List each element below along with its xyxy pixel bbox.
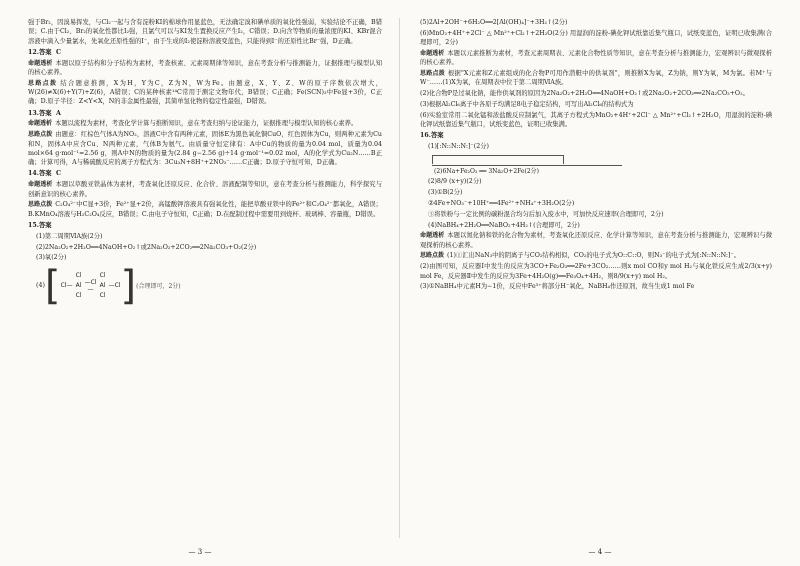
r-text9: (3)①NaBH₄中元素H为−1价，反应中Fe³⁺将部分H⁻氧化，NaBH₄作还原剂，故当生成1 mol Fe <box>420 283 695 291</box>
r-text8: (2)由图可知，反应器Ⅰ中发生的反应为3CO+Fe₂O₃══2Fe+3CO₂……则x mol CO和y mol H₂与氧化铁反应生成2/3(x+y) mol Fe，反应器Ⅱ中发生的反应为3Fe+4H₂O(g)══Fe₃O₄+4H₂，则8/9(x+y) mol H₂。 <box>420 263 772 280</box>
page-number-left: — 3 — <box>188 548 212 556</box>
left-bracket: [ <box>44 262 61 309</box>
q12-hint: 思路点拨 结合题意推测，X为H，Y为C，Z为N，W为Fe。由题意，X、Y、Z、W的原子序数依次增大，W(26)≠X(6)+Y(7)+Z(6)，A错误；C的某种核素¹⁴C常用于测定文物年代，B错误；C正确；Fe(SCN)₃中Fe显+3价，C正确；D.原子半径：Z<Y<X，N的非金属性最强，其简单氢化物的稳定性最强，D错误。 <box>28 79 382 106</box>
q16-answer: 16.答案 <box>420 132 444 140</box>
q16-part3: (2)8/9 (x+y)(2分) <box>428 178 482 186</box>
al2cl6-structure: (4) [ Cl Cl Cl— Al —Cl— Al —Cl Cl Cl ] (合理即可，2分) <box>36 262 181 309</box>
right-page <box>400 0 800 566</box>
q16-part4: (3)①B(2分) <box>428 189 463 197</box>
electron-transfer-diagram: (2)6Na+Fe₂O₃ ══ 3Na₂O+2Fe(2分) <box>430 153 630 175</box>
q15-part1: (1)第二周期ⅥA族(2分) <box>36 232 103 240</box>
q16-part7: (4)NaBH₄+2H₂O══NaBO₂+4H₂↑(合理即可，2分) <box>428 221 580 229</box>
q12-answer: 12.答案 C <box>28 48 61 56</box>
q16-part6: ③将铁粉与一定比例的碳粉混合均匀后加入废水中，可加快反应速率(合理即可，2分) <box>428 210 664 218</box>
transfer-bracket <box>432 155 564 164</box>
r-line5: (5)2Al+2OH⁻+6H₂O══2[Al(OH)₄]⁻+3H₂↑(2分) <box>420 19 568 26</box>
q13-analysis: 命题透析 本题以流程为素材，考查化学计算与推断知识，意在考查归纳与论证能力，证据推理与模型认知的核心素养。 <box>28 120 358 128</box>
q14-analysis: 命题透析 本题以草酸亚铁晶体为素材，考查氧化还原反应、化合价、溶液配制等知识，意在考查分析与推测能力，科学探究与创新意识的核心素养。 <box>28 181 382 198</box>
r-hint: 思路点拨 根据"X元素和Z元素组成的化合物P可用作潜艇中的供氧剂"，则推断X为氧，Z为钠，则Y为氧，M为氯。若M⁺与W⁻……(1)X为氧，在周期表中位于第二周期ⅥA族。 <box>420 69 772 87</box>
q16-part5: ②4Fe+NO₃⁻+10H⁺══4Fe²⁺+NH₄⁺+3H₂O(2分) <box>428 199 575 207</box>
q13-hint: 思路点拨 由题意：红棕色气体A为NO₂，溶液C中含有两种元素，固体E为黑色氧化铜CuO，红色固体为Cu，则两种元素为Cu和N，固体A中应含Cu、N两种元素，气体B为氨气。由质量守恒定律有：A中Cu的物质的量为0.04 mol，质量为0.04 mol×64 g·mol⁻¹=2.56 g，则A中N的物质的量为(2.84 g−2.56 g)÷14 g·mol⁻¹=0.02 mol，A的化学式为Cu₂N……B正确；计算可得，A与稀硫酸反应的离子方程式为：3Cu₃N+8H⁺+2NO₃⁻……C正确；D.原子守恒可知，D正确。 <box>28 131 382 167</box>
q15-answer: 15.答案 <box>28 221 52 229</box>
r-text4: (3)根据Al₂Cl₆离子中各原子均满足8电子稳定结构，可写出Al₂Cl₆的结构式为 <box>420 100 634 108</box>
r-analysis-2: 命题透析 本题以氮化钠和铁的化合物为素材，考查氧化还原反应、化学计算等知识，意在考查分析与推测能力，宏观辨识与微观探析的核心素养。 <box>420 232 772 249</box>
q14-hint: 思路点拨 C₂O₄²⁻中C显+3价，Fe²⁺显+2价，高锰酸钾溶液具有强氧化性，能把草酸亚铁中的Fe²⁺和C₂O₄²⁻都氧化，A错误；B.KMnO₄溶液与H₂C₂O₄反应，B错误；C.由电子守恒知，C正确；D.在配制过程中需要用到烧杯、玻璃棒、容量瓶，D错误。 <box>28 201 382 218</box>
q13-answer: 13.答案 A <box>28 109 61 117</box>
r-analysis: 命题透析 本题以元素推断为素材，考查元素周期表、元素化合物性质等知识，意在考查分析与推测能力，宏观辨识与微观探析的核心素养。 <box>420 49 772 67</box>
r-line6: (6)MnO₂+4H⁺+2Cl⁻ △ Mn²⁺+Cl₂↑+2H₂O(2分) 用湿润的淀粉-碘化钾试纸靠近集气瓶口，试纸变蓝色，证明已收集满(合理即可，2分) <box>420 29 772 47</box>
r-text3: (2)化合物P是过氧化钠，能作供氧剂的原因为2Na₂O₂+2H₂O══4NaOH+O₂↑或2Na₂O₂+2CO₂══2Na₂CO₃+O₂。 <box>420 90 749 98</box>
structure-grid: Cl Cl Cl— Al —Cl— Al —Cl Cl Cl <box>60 272 121 300</box>
q14-answer: 14.答案 C <box>28 170 61 178</box>
r-text5: (6)实验室常用二氧化锰和浓盐酸反应制氯气，其离子方程式为MnO₂+4H⁺+2Cl⁻ △ Mn²⁺+Cl₂↑+2H₂O，用湿润的淀粉-碘化钾试纸靠近集气瓶口，试纸变蓝色，证明已收集满。 <box>420 111 772 128</box>
page-number-right: — 4 — <box>588 548 612 556</box>
right-bracket: ] <box>120 262 137 309</box>
q12-analysis: 命题透析 本题以原子结构和分子结构为素材，考查核素、元素周期律等知识，意在考查分析与推测能力，证据推理与模型认知的核心素养。 <box>28 59 382 76</box>
r-hint-2: 思路点拨 (1)①汇出NaN₃中的阴离子与CO₂结构相似，CO₂的电子式为O::C::O，则N₃⁻的电子式为[:N::N::N:]⁻。 <box>420 252 741 260</box>
q15-part3: (3)氧(2分) <box>36 254 67 262</box>
intro-paragraph: 强于Br₂，因溴易挥发，与Cl₂一起与含有淀粉KI的棉球作用显蓝色，无法确定溴和碘单质的氧化性强弱，实验结论不正确，B错误；C.由于Cl₂、Br₂的氧化性都比I₂强，且氯气可以与KI发生置换反应产生I₂，C错误；D.向含等物质的量浓度的KI、KBr混合溶液中滴入少量氯水，先氧化还原性强的I⁻，由于生成的I₂使淀粉溶液变蓝色，只能得到I⁻的还原性比Br⁻强，D正确。 <box>28 19 382 45</box>
q16-part1: (1)[:N::N::N:]⁻(2分) <box>428 143 489 151</box>
q15-part2: (2)2Na₂O₂+2H₂O══4NaOH+O₂↑或2Na₂O₂+2CO₂══2Na₂CO₃+O₂(2分) <box>36 243 257 251</box>
